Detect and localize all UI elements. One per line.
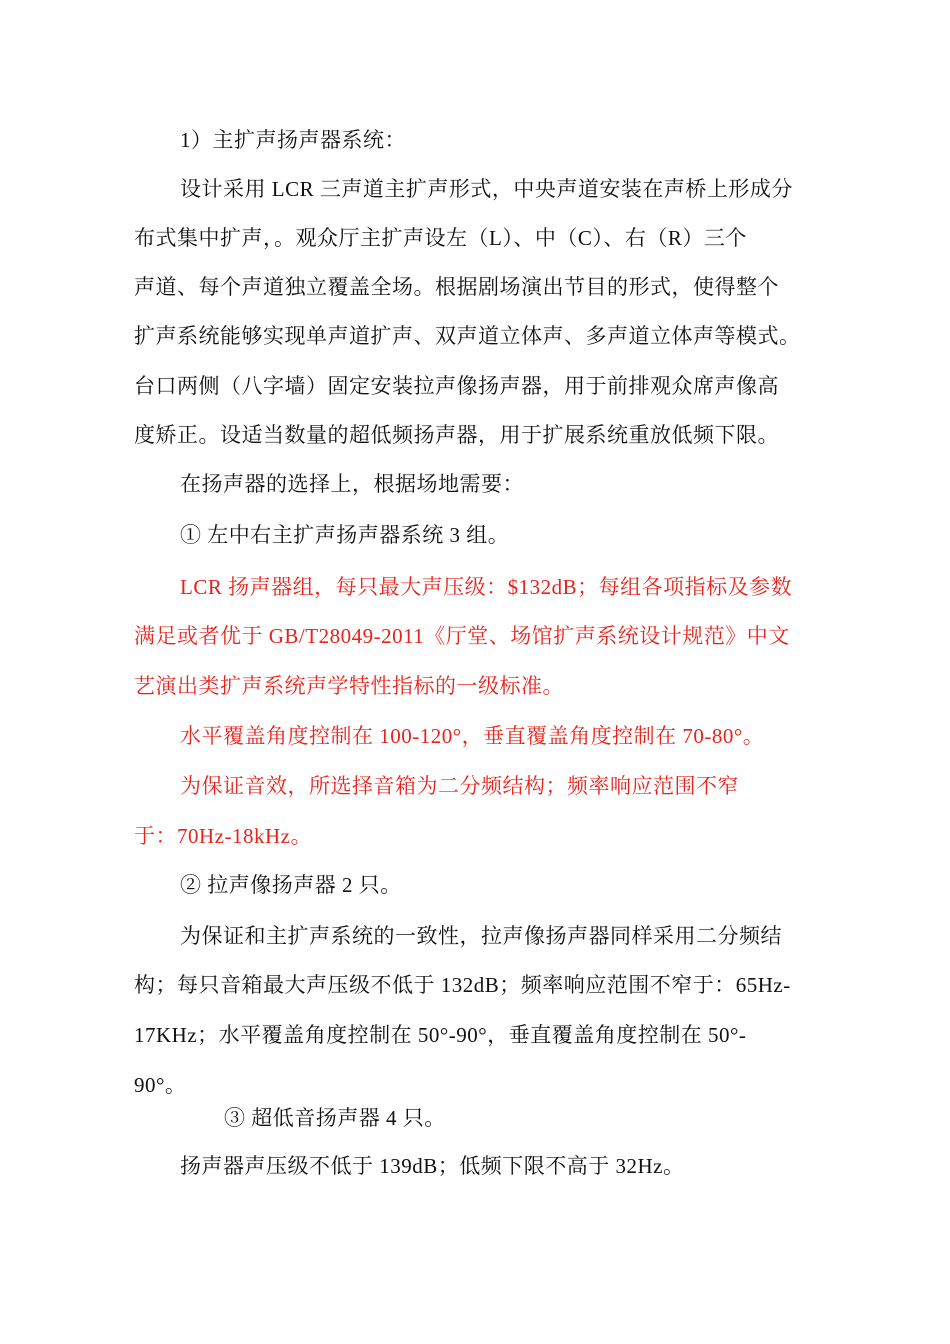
list-item: ③ 超低音扬声器 4 只。 <box>224 1106 446 1130</box>
paragraph-line: 扩声系统能够实现单声道扩声、双声道立体声、多声道立体声等模式。 <box>134 324 801 348</box>
paragraph-line: 设计采用 LCR 三声道主扩声形式，中央声道安装在声桥上形成分 <box>180 177 793 201</box>
paragraph-line: 构；每只音箱最大声压级不低于 132dB；频率响应范围不窄于：65Hz- <box>134 973 791 997</box>
highlight-line: 艺演出类扩声系统声学特性指标的一级标准。 <box>134 674 564 698</box>
paragraph-line: 90°。 <box>134 1073 187 1097</box>
highlight-line: 于：70Hz-18kHz。 <box>134 824 312 848</box>
highlight-line: 为保证音效，所选择音箱为二分频结构；频率响应范围不窄 <box>180 774 739 798</box>
paragraph-line: 声道、每个声道独立覆盖全场。根据剧场演出节目的形式，使得整个 <box>134 275 779 299</box>
paragraph-line: 布式集中扩声，。观众厅主扩声设左（L）、中（C）、右（R）三个 <box>134 226 747 250</box>
paragraph-line: 为保证和主扩声系统的一致性，拉声像扬声器同样采用二分频结 <box>180 924 782 948</box>
list-item: ② 拉声像扬声器 2 只。 <box>180 873 402 897</box>
highlight-line: 满足或者优于 GB/T28049-2011《厅堂、场馆扩声系统设计规范》中文 <box>134 624 790 648</box>
paragraph-line: 17KHz；水平覆盖角度控制在 50°-90°，垂直覆盖角度控制在 50°- <box>134 1023 747 1047</box>
highlight-line: 水平覆盖角度控制在 100-120°，垂直覆盖角度控制在 70-80°。 <box>180 724 765 748</box>
paragraph-line: 度矫正。设适当数量的超低频扬声器，用于扩展系统重放低频下限。 <box>134 423 779 447</box>
highlight-line: LCR 扬声器组，每只最大声压级：$132dB；每组各项指标及参数 <box>180 575 793 599</box>
paragraph-line: 扬声器声压级不低于 139dB；低频下限不高于 32Hz。 <box>180 1154 685 1178</box>
list-item: ① 左中右主扩声扬声器系统 3 组。 <box>180 523 510 547</box>
paragraph-line: 在扬声器的选择上，根据场地需要： <box>180 472 524 496</box>
paragraph-line: 台口两侧（八字墙）固定安装拉声像扬声器，用于前排观众席声像高 <box>134 374 779 398</box>
section-heading: 1）主扩声扬声器系统： <box>180 128 406 152</box>
